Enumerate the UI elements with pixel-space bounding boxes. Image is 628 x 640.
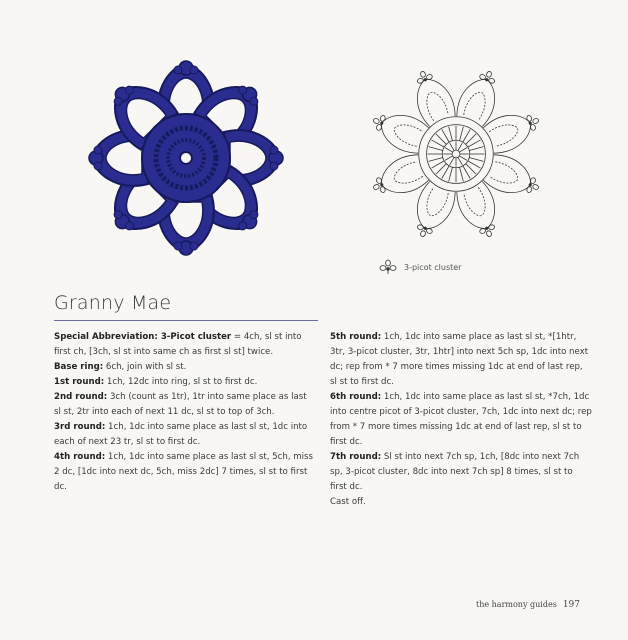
- instruction-round-5: 5th round: 1ch, 1dc into same place as last sl st, *[1htr, 3tr, 3-picot cluster, 3tr, 1htr] into next 5ch sp, 1dc into next dc; rep from * 7 more times missing 1dc at end of last rep, sl st to first dc.: [330, 332, 589, 387]
- instruction-round-2: 2nd round: 3ch (count as 1tr), 1tr into same place as last sl st, 2tr into each of next 11 dc, sl st to top of 3ch.: [54, 392, 307, 417]
- crochet-chart: [358, 56, 554, 252]
- instruction-round-3: 3rd round: 1ch, 1dc into same place as last sl st, 1dc into each of next 23 tr, sl st to first dc.: [54, 422, 308, 447]
- legend-label: 3-picot cluster: [404, 262, 462, 272]
- picot-cluster-icon: [378, 259, 398, 275]
- instruction-round-7: 7th round: Sl st into next 7ch sp, 1ch, [8dc into next 7ch sp, 3-picot cluster, 8dc into next 7ch sp] 8 times, sl st to first dc.: [330, 452, 580, 492]
- instruction-base-ring: Base ring: 6ch, join with sl st.: [54, 362, 187, 372]
- page-number: 197: [562, 600, 580, 610]
- instruction-round-6: 6th round: 1ch, 1dc into same place as last sl st, *7ch, 1dc into centre picot of 3-picot cluster, 7ch, 1dc into next dc; rep from * 7 more times missing 1dc at end of last rep, sl st to first dc.: [330, 392, 592, 447]
- series-name: the harmony guides: [476, 600, 557, 609]
- instructions-right: [330, 330, 592, 510]
- instruction-abbrev: Special Abbreviation: 3-Picot cluster = 4ch, sl st into first ch, [3ch, sl st into same ch as first sl st] twice.: [54, 332, 302, 357]
- chart-legend: [378, 258, 461, 276]
- motif-photo: [86, 58, 286, 258]
- instructions-left: [54, 330, 316, 495]
- instruction-cast-off: Cast off.: [330, 497, 366, 507]
- title-rule: [54, 320, 318, 321]
- pattern-title: Granny Mae: [54, 292, 172, 314]
- page-footer: [476, 600, 580, 610]
- instruction-round-4: 4th round: 1ch, 1dc into same place as last sl st, 5ch, miss 2 dc, [1dc into next dc, 5ch, miss 2dc] 7 times, sl st to first dc.: [54, 452, 313, 492]
- instruction-round-1: 1st round: 1ch, 12dc into ring, sl st to first dc.: [54, 377, 258, 387]
